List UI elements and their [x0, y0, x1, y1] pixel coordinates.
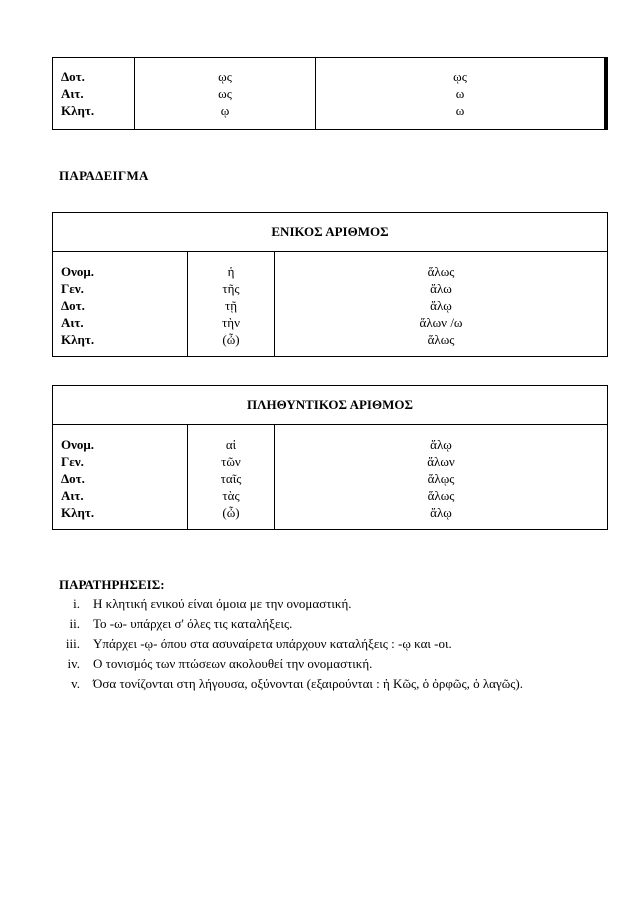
ending-cell: ω	[455, 86, 465, 101]
forms-column	[275, 425, 608, 530]
ending-cell: ως	[218, 86, 232, 101]
plural-endings-column	[316, 58, 607, 130]
form-cell: ἅλων /ω	[419, 315, 463, 330]
form-cell: ἅλως	[427, 264, 455, 279]
list-item-text: Όσα τονίζονται στη λήγουσα, οξύνονται (εξαιρούνται : ἡ Κῶς, ὁ ὀρφῶς, ὁ λαγῶς).	[93, 676, 523, 691]
article-cell: τὴν	[222, 315, 240, 330]
notes-section	[59, 576, 523, 694]
case-label: Κλητ.	[61, 103, 95, 118]
ending-cell: ῳς	[218, 69, 232, 84]
case-label: Γεν.	[61, 281, 84, 296]
article-cell: ταῖς	[220, 471, 242, 486]
case-label: Αιτ.	[61, 86, 84, 101]
case-labels-column	[53, 425, 188, 530]
case-label: Γεν.	[61, 454, 84, 469]
list-item	[59, 614, 523, 634]
list-item-number: i.	[73, 596, 80, 611]
case-labels-column	[53, 58, 135, 130]
form-cell: ἅλῳ	[430, 437, 452, 452]
article-cell: (ὦ)	[222, 505, 240, 520]
table-title: ΕΝΙΚΟΣ ΑΡΙΘΜΟΣ	[53, 213, 608, 252]
singular-paradigm-table	[52, 212, 608, 357]
case-label: Δοτ.	[61, 471, 85, 486]
article-cell: τὰς	[222, 488, 240, 503]
form-cell: ἅλῳ	[430, 298, 452, 313]
article-cell: αἱ	[225, 437, 237, 452]
plural-paradigm-table	[52, 385, 608, 530]
articles-column	[188, 425, 275, 530]
case-labels-column	[53, 252, 188, 357]
list-item	[59, 674, 523, 694]
case-label: Δοτ.	[61, 298, 85, 313]
article-cell: τῶν	[221, 454, 241, 469]
form-cell: ἅλῳ	[430, 505, 452, 520]
articles-column	[188, 252, 275, 357]
form-cell: ἅλως	[427, 488, 455, 503]
article-cell: (ὦ)	[222, 332, 240, 347]
article-cell: τῇ	[224, 298, 238, 313]
case-label: Ονομ.	[61, 437, 95, 452]
singular-endings-column	[135, 58, 316, 130]
ending-cell: ω	[455, 103, 465, 118]
case-label: Δοτ.	[61, 69, 85, 84]
ending-cell: ῳ	[220, 103, 230, 118]
notes-list	[59, 594, 523, 694]
list-item-number: iii.	[65, 636, 80, 651]
article-cell: τῆς	[222, 281, 240, 296]
table-title: ΠΛΗΘΥΝΤΙΚΟΣ ΑΡΙΘΜΟΣ	[53, 386, 608, 425]
case-label: Κλητ.	[61, 332, 95, 347]
list-item-text: Το -ω- υπάρχει σ' όλες τις καταλήξεις.	[93, 616, 293, 631]
section-heading: ΠΑΡΑΔΕΙΓΜΑ	[59, 168, 149, 183]
list-item-number: ii.	[69, 616, 80, 631]
list-item	[59, 594, 523, 614]
list-item	[59, 654, 523, 674]
form-cell: ἅλῳς	[427, 471, 455, 486]
case-label: Αιτ.	[61, 315, 84, 330]
list-item-number: iv.	[67, 656, 80, 671]
ending-cell: ῳς	[453, 69, 467, 84]
list-item-text: Υπάρχει -ῳ- όπου στα ασυναίρετα υπάρχουν καταλήξεις : -ῳ και -οι.	[93, 636, 452, 651]
form-cell: ἅλων	[427, 454, 455, 469]
top-declension-table	[52, 57, 608, 130]
article-cell: ἡ	[227, 264, 235, 279]
list-item-text: Η κλητική ενικού είναι όμοια με την ονομαστική.	[93, 596, 352, 611]
forms-column	[275, 252, 608, 357]
notes-title: ΠΑΡΑΤΗΡΗΣΕΙΣ:	[59, 577, 165, 592]
form-cell: ἅλως	[427, 332, 455, 347]
case-label: Αιτ.	[61, 488, 84, 503]
list-item-text: Ο τονισμός των πτώσεων ακολουθεί την ονομαστική.	[93, 656, 373, 671]
list-item-number: v.	[71, 676, 80, 691]
list-item	[59, 634, 523, 654]
form-cell: ἅλω	[430, 281, 452, 296]
case-label: Κλητ.	[61, 505, 95, 520]
case-label: Ονομ.	[61, 264, 95, 279]
